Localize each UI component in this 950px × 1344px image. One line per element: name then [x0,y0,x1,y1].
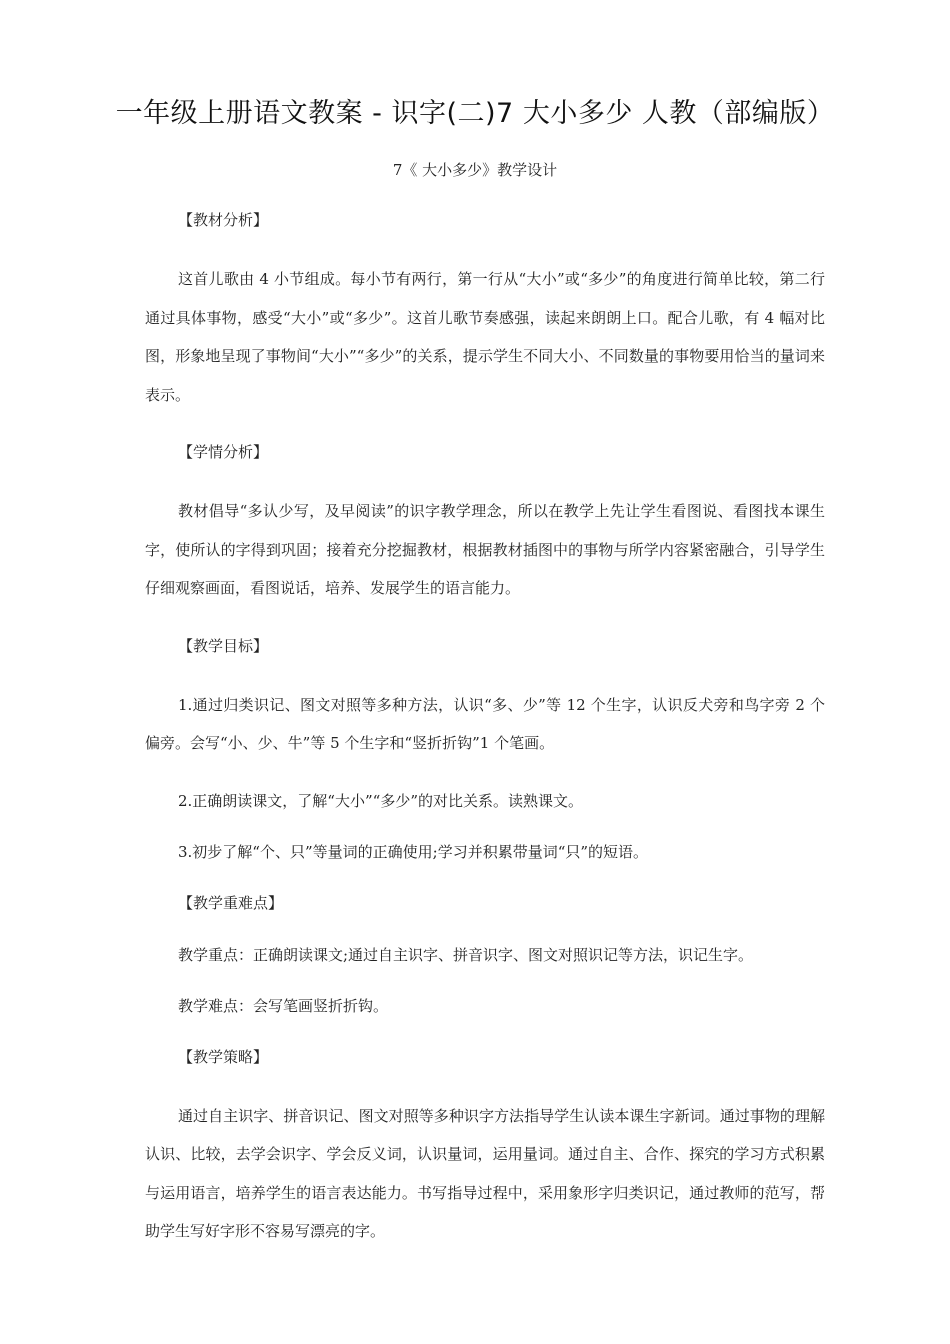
paragraph-analysis: 这首儿歌由 4 小节组成。每小节有两行，第一行从“大小”或“多少”的角度进行简单比较，第二行通过具体事物，感受“大小”或“多少”。这首儿歌节奏感强，读起来朗朗上口。配合儿歌，有 4 幅对比图，形象地呈现了事物间“大小”“多少”的关系，提示学生不同大小、不同数量的事物要用恰当的量词来表示。 [145,270,825,404]
document-title: 一年级上册语文教案 - 识字(二)7 大小多少 人教（部编版） [115,98,835,129]
paragraph-student: 教材倡导“多认少写，及早阅读”的识字教学理念，所以在教学上先让学生看图说、看图找本课生字，使所认的字得到巩固；接着充分挖掘教材，根据教材插图中的事物与所学内容紧密融合，引导学生仔细观察画面，看图说话，培养、发展学生的语言能力。 [145,502,825,597]
paragraph-key-point: 教学重点：正确朗读课文;通过自主识字、拼音识字、图文对照识记等方法，识记生字。 [178,945,754,964]
paragraph-goal-1: 1.通过归类识记、图文对照等多种方法，认识“多、少”等 12 个生字，认识反犬旁和鸟字旁 2 个偏旁。会写“小、少、牛”等 5 个生字和“竖折折钩”1 个笔画。 [145,695,825,752]
section-heading-student: 【学情分析】 [178,443,269,461]
paragraph-strategy: 通过自主识字、拼音识记、图文对照等多种识字方法指导学生认读本课生字新词。通过事物的理解认识、比较，去学会识字、学会反义词，认识量词，运用量词。通过自主、合作、探究的学习方式积累与运用语言，培养学生的语言表达能力。书写指导过程中，采用象形字归类识记，通过教师的范写，帮助学生写好字形不容易写漂亮的字。 [145,1106,825,1240]
section-heading-goals: 【教学目标】 [178,636,269,655]
section-heading-strategy: 【教学策略】 [178,1047,269,1066]
document-subtitle: 7《 大小多少》教学设计 [392,161,558,179]
paragraph-goal-2: 2.正确朗读课文，了解“大小”“多少”的对比关系。读熟课文。 [178,791,583,810]
paragraph-difficult-point: 教学难点：会写笔画竖折折钩。 [178,996,389,1015]
paragraph-goal-3: 3.初步了解“个、只”等量词的正确使用;学习并积累带量词“只”的短语。 [178,842,649,861]
document-body [145,208,825,1251]
section-heading-key-points: 【教学重难点】 [178,893,284,912]
section-heading-analysis: 【教材分析】 [178,211,269,229]
